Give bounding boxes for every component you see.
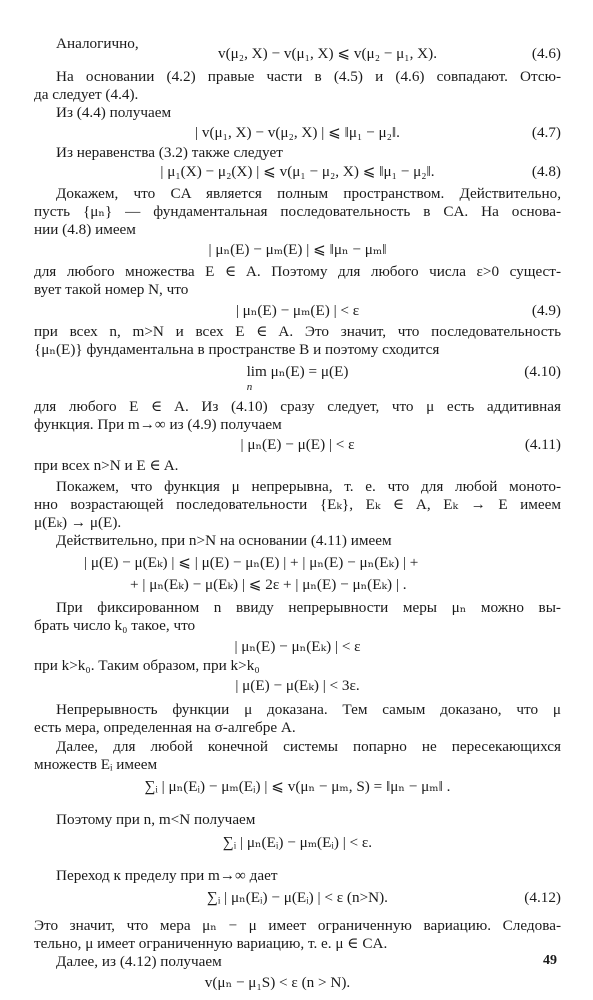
text-line: для любого E ∈ A. Из (4.10) сразу следует, что μ есть аддитивная: [34, 398, 561, 415]
equation-inline: [34, 676, 561, 700]
text-line: множеств Eᵢ имеем: [34, 756, 158, 773]
equation-body: ∑ᵢ | μₙ(Eᵢ) − μ(Eᵢ) | < ε (n>N).: [207, 889, 388, 906]
text-line: Из неравенства (3.2) также следует: [56, 144, 283, 161]
text-line: Непрерывность функции μ доказана. Тем самым доказано, что μ: [56, 701, 561, 718]
equation-body: lim μₙ(E) = μ(E): [246, 363, 349, 380]
equation-body: | μₙ(E) − μₘ(E) | < ε: [235, 302, 360, 319]
equation-4-12: [34, 888, 561, 916]
equation-sum-1: [34, 777, 561, 807]
equation-body: + | μₙ(Eₖ) − μ(Eₖ) | ⩽ 2ε + | μₙ(E) − μₙ(Eₖ) | .: [130, 576, 407, 593]
text-line: Поэтому при n, m<N получаем: [56, 811, 256, 828]
text-line: Переход к пределу при m→∞ дает: [56, 867, 278, 884]
equation-body: | μₙ(E) − μ(E) | < ε: [240, 436, 355, 453]
equation-number: (4.10): [524, 363, 561, 380]
equation-number: (4.6): [531, 45, 561, 62]
text-line: пусть {μₙ} — фундаментальная последовательность в CA. На основа-: [34, 203, 561, 220]
text-line: есть мера, определенная на σ-алгебре A.: [34, 719, 296, 736]
equation-body: | μ₁(X) − μ₂(X) | ⩽ v(μ₁ − μ₂, X) ⩽ ‖μ₁ − μ₂‖.: [160, 163, 435, 180]
equation-inline: [34, 240, 561, 264]
equation-body: | μ(E) − μ(Eₖ) | < 3ε.: [235, 677, 360, 694]
equation-body: v(μ₂, X) − v(μ₁, X) ⩽ v(μ₂ − μ₁, X).: [218, 45, 437, 62]
text-line: μ(Eₖ) → μ(E).: [34, 514, 122, 531]
text-line: Аналогично,: [56, 35, 139, 52]
equation-body: | μₙ(E) − μₘ(E) | ⩽ ‖μₙ − μₘ‖: [208, 241, 387, 258]
equation-chain-continued: [34, 575, 561, 599]
equation-body: | μₙ(E) − μₙ(Eₖ) | < ε: [234, 638, 361, 655]
equation-number: (4.7): [531, 124, 561, 141]
text-line: брать число k₀ такое, что: [34, 617, 196, 634]
equation-number: (4.9): [531, 302, 561, 319]
equation-4-8: [34, 162, 561, 186]
equation-body: ∑ᵢ | μₙ(Eᵢ) − μₘ(Eᵢ) | ⩽ v(μₙ − μₘ, S) = ‖μₙ − μₘ‖ .: [144, 778, 451, 795]
equation-number: (4.11): [524, 436, 561, 453]
text-line: При фиксированном n ввиду непрерывности меры μₙ можно вы-: [56, 599, 561, 616]
text-line: при k>k₀. Таким образом, при k>k₀: [34, 657, 260, 674]
equation-body: | v(μ₁, X) − v(μ₂, X) | ⩽ ‖μ₁ − μ₂‖.: [195, 124, 400, 141]
equation-body: v(μₙ − μ₁S) < ε (n > N).: [204, 974, 351, 991]
text-line: да следует (4.4).: [34, 86, 139, 103]
text-line: функция. При m→∞ из (4.9) получаем: [34, 416, 282, 433]
equation-sum-2: [34, 833, 561, 863]
limit-subscript: n: [246, 381, 253, 393]
equation-number: (4.12): [524, 889, 561, 906]
text-line: вует такой номер N, что: [34, 281, 189, 298]
text-line: На основании (4.2) правые части в (4.5) и (4.6) совпадают. Отсю-: [56, 68, 561, 85]
equation-body: | μ(E) − μ(Eₖ) | ⩽ | μ(E) − μₙ(E) | + | μₙ(E) − μₙ(Eₖ) | +: [84, 554, 419, 571]
text-line: Далее, из (4.12) получаем: [56, 953, 222, 970]
text-line: нно возрастающей последовательности {Eₖ}, Eₖ ∈ A, Eₖ → E имеем: [34, 496, 561, 513]
text-line: при всех n>N и E ∈ A.: [34, 457, 179, 474]
equation-chain: [34, 553, 561, 577]
text-line: при всех n, m>N и всех E ∈ A. Это значит, что последовательность: [34, 323, 561, 340]
text-line: Докажем, что CA является полным пространством. Действительно,: [56, 185, 561, 202]
text-line: {μₙ(E)} фундаментальна в пространстве B и поэтому сходится: [34, 341, 440, 358]
text-line: Далее, для любой конечной системы попарно не пересекающихся: [56, 738, 561, 755]
text-line: Покажем, что функция μ непрерывна, т. е. что для любой моното-: [56, 478, 561, 495]
text-line: Действительно, при n>N на основании (4.11) имеем: [56, 532, 392, 549]
equation-4-6: [34, 35, 561, 68]
equation-4-10: [34, 362, 561, 396]
equation-final: [34, 973, 561, 997]
equation-number: (4.8): [531, 163, 561, 180]
text-line: нии (4.8) имеем: [34, 221, 136, 238]
page-number: 49: [543, 953, 557, 968]
text-line: тельно, μ имеет ограниченную вариацию, т. е. μ ∈ CA.: [34, 935, 388, 952]
equation-body: ∑ᵢ | μₙ(Eᵢ) − μₘ(Eᵢ) | < ε.: [222, 834, 373, 851]
text-line: Из (4.4) получаем: [56, 104, 172, 121]
text-line: для любого множества E ∈ A. Поэтому для любого числа ε>0 сущест-: [34, 263, 561, 280]
text-line: Это значит, что мера μₙ − μ имеет ограниченную вариацию. Следова-: [34, 917, 561, 934]
